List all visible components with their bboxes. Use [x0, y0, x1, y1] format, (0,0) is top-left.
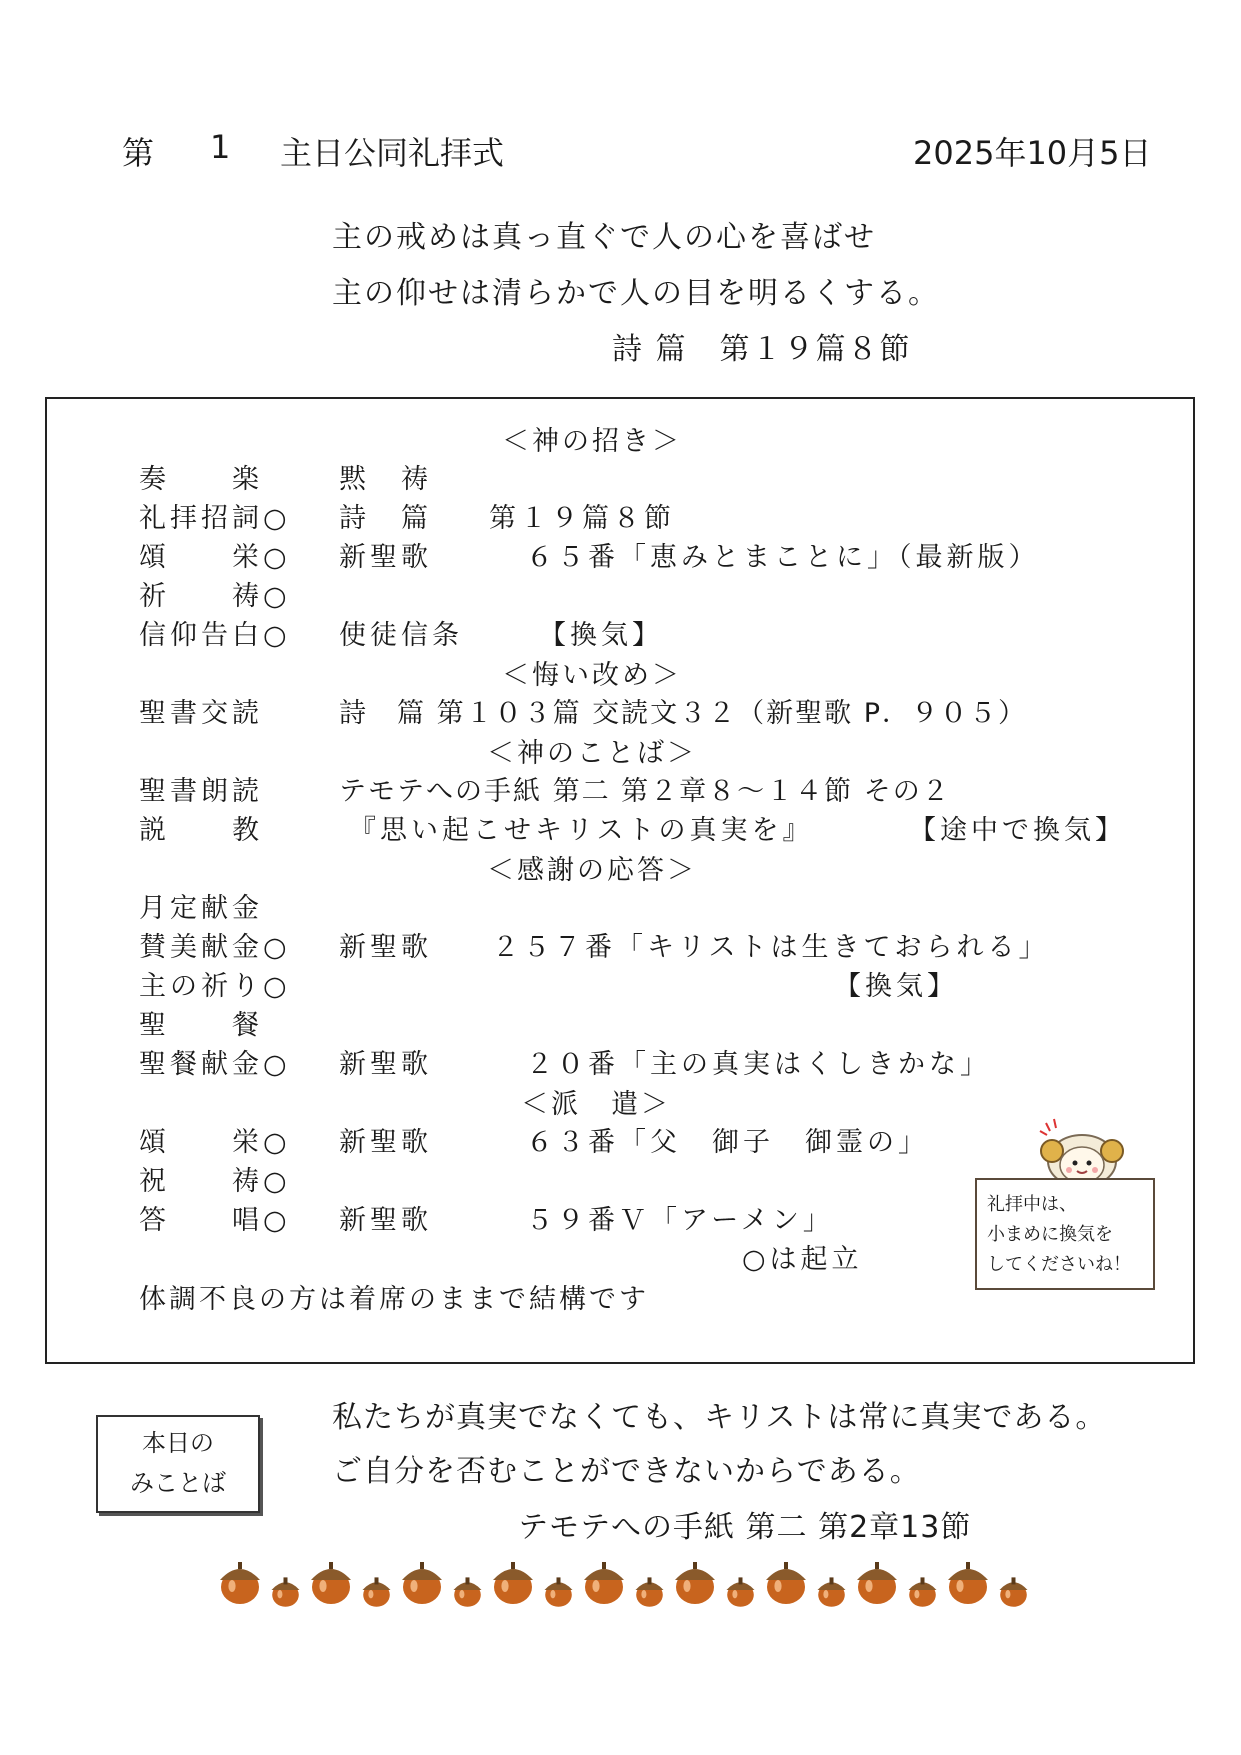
row-content: 詩 篇 第１０３篇 交読文３２（新聖歌 P．９０５）	[339, 698, 1028, 729]
row-label: 賛美献金○	[139, 932, 291, 963]
row-detail: 【換気】	[539, 620, 663, 651]
acorn-icon	[1000, 1577, 1028, 1606]
row-detail: 第１９篇８節	[489, 503, 675, 534]
row-content: 新聖歌	[339, 932, 432, 963]
section-repentance: ＜悔い改め＞	[502, 660, 682, 691]
acorn-icon	[909, 1577, 937, 1606]
sheep-mascot-icon	[1032, 1115, 1132, 1187]
row-detail: 【換気】	[834, 971, 958, 1002]
row-detail: ２５７番「キリストは生きておられる」	[492, 932, 1050, 963]
acorn-icon	[818, 1577, 846, 1606]
row-label: 答 唱○	[139, 1205, 291, 1236]
row-label: 月定献金	[139, 893, 263, 924]
row-content: 新聖歌	[339, 542, 432, 573]
ventilation-sign-line1: 礼拝中は、	[987, 1194, 1077, 1215]
ventilation-sign-line3: してくださいね！	[987, 1254, 1131, 1275]
acorn-icon	[220, 1562, 260, 1604]
service-date: 2025年10月5日	[913, 134, 1152, 172]
row-label: 祈 祷○	[139, 581, 291, 612]
opening-verse-line1: 主の戒めは真っ直ぐで人の心を喜ばせ	[332, 220, 876, 255]
acorn-icon	[545, 1577, 573, 1606]
row-label: 祝 祷○	[139, 1166, 291, 1197]
section-sending: ＜派 遣＞	[521, 1089, 671, 1120]
acorn-icon	[493, 1562, 533, 1604]
row-label: 主の祈り○	[139, 971, 291, 1002]
row-content: 詩 篇	[339, 503, 432, 534]
acorn-icon	[675, 1562, 715, 1604]
row-content: 新聖歌	[339, 1049, 432, 1080]
section-response: ＜感謝の応答＞	[487, 855, 697, 886]
acorn-icon	[636, 1577, 664, 1606]
row-detail: ５９番Ｖ「アーメン」	[526, 1205, 834, 1236]
today-word-line2: ご自分を否むことができないからである。	[332, 1454, 921, 1489]
opening-verse-line2: 主の仰せは清らかで人の目を明るくする。	[332, 276, 940, 311]
today-word-label-box	[96, 1415, 260, 1513]
order-of-service-box: ＜神の招き＞ 奏 楽 黙 祷 礼拝招詞○ 詩 篇 第１９篇８節 頌 栄○ 新聖歌 ６５番「恵みとまことに」（最新版） 祈 祷○ 信仰告白○ 使徒信条 【換気】 ＜悔い改め＞ 聖書交読 詩 篇 第１０３篇 交読文３２（新聖歌 P．９０５） ＜神のことば＞ 聖書朗読 テモテへの手紙 第二 第２章８～１４節 その２ 説 教 『思い起こせキリストの真実を』 【途中で換気】 ＜感謝の応答＞ 月定献金 賛美献金○ 新聖歌 ２５７番「キリストは生きておられる」 主の祈り○ 【換気】 聖 餐 聖餐献金○ 新聖歌 ２０番「主の真実はくしきかな」 ＜派 遣＞ 頌 栄○ 新聖歌 ６３番「父 御子 御霊の」 祝 祷○ 答 唱○ 新聖歌 ５９番Ｖ「アーメン」 ○は起立 体調不良の方は着席のままで結構です	[45, 397, 1195, 1364]
row-detail: ２０番「主の真実はくしきかな」	[526, 1049, 991, 1080]
today-word-label-line1: 本日の	[142, 1429, 214, 1457]
acorn-icon	[363, 1577, 391, 1606]
acorn-icon	[727, 1577, 755, 1606]
row-label: 聖 餐	[139, 1010, 263, 1041]
acorn-icon	[454, 1577, 482, 1606]
ventilation-sign	[975, 1178, 1155, 1290]
service-number: 1	[210, 128, 231, 166]
row-label: 頌 栄○	[139, 1127, 291, 1158]
row-content: 新聖歌	[339, 1205, 432, 1236]
row-label: 奏 楽	[139, 464, 263, 495]
row-content: 黙 祷	[339, 464, 432, 495]
service-number-label: 第	[122, 134, 155, 172]
row-content: 新聖歌	[339, 1127, 432, 1158]
section-call: ＜神の招き＞	[502, 426, 682, 457]
acorn-garland	[218, 1548, 1038, 1618]
opening-verse-reference: 詩 篇 第１９篇８節	[612, 332, 912, 367]
row-detail: ６３番「父 御子 御霊の」	[526, 1127, 929, 1158]
row-label: 聖書朗読	[139, 776, 263, 807]
row-label: 聖餐献金○	[139, 1049, 291, 1080]
row-label: 聖書交読	[139, 698, 263, 729]
row-label: 礼拝招詞○	[139, 503, 291, 534]
row-content: 『思い起こせキリストの真実を』	[349, 815, 814, 846]
acorn-icon	[766, 1562, 806, 1604]
section-word: ＜神のことば＞	[487, 738, 697, 769]
row-label: 信仰告白○	[139, 620, 291, 651]
acorn-icon	[857, 1562, 897, 1604]
row-content: 使徒信条	[339, 620, 463, 651]
today-word-label-line2: みことば	[130, 1469, 226, 1497]
row-detail: 【途中で換気】	[909, 815, 1126, 846]
row-detail: ６５番「恵みとまことに」（最新版）	[526, 542, 1040, 573]
row-label: 説 教	[139, 815, 263, 846]
acorn-icon	[584, 1562, 624, 1604]
today-word-reference: テモテへの手紙 第二 第2章13節	[518, 1510, 972, 1545]
row-label: 頌 栄○	[139, 542, 291, 573]
today-word-line1: 私たちが真実でなくても、キリストは常に真実である。	[332, 1400, 1107, 1435]
ventilation-sign-line2: 小まめに換気を	[987, 1224, 1113, 1245]
acorn-icon	[272, 1577, 300, 1606]
acorn-icon	[402, 1562, 442, 1604]
acorn-icon	[311, 1562, 351, 1604]
row-content: テモテへの手紙 第二 第２章８～１４節 その２	[339, 776, 951, 807]
service-title: 主日公同礼拝式	[280, 134, 505, 172]
acorn-icon	[948, 1562, 988, 1604]
